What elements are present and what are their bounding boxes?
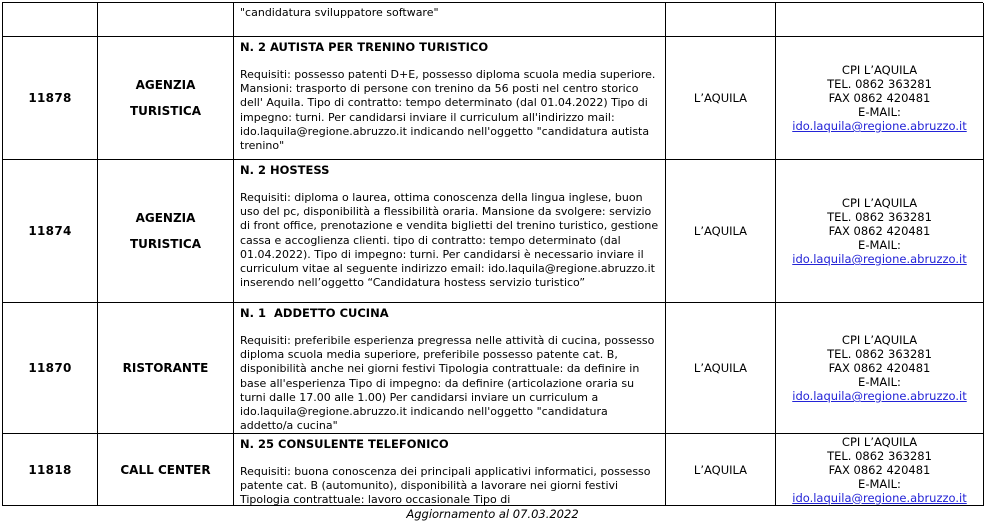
cpi-tel: TEL. 0862 363281 <box>827 347 932 361</box>
cpi-email-label: E-MAIL: <box>858 105 901 119</box>
offer-id: 11870 <box>3 303 98 434</box>
cpi-contact <box>776 3 984 37</box>
cpi-fax: FAX 0862 420481 <box>828 361 931 375</box>
offer-location: L’AQUILA <box>666 37 776 160</box>
cpi-contact <box>776 434 984 506</box>
offer-title: N. 25 CONSULENTE TELEFONICO <box>240 437 449 451</box>
cpi-contact <box>776 37 984 160</box>
cpi-tel: TEL. 0862 363281 <box>827 448 932 463</box>
cpi-email-link[interactable]: ido.laquila@regione.abruzzo.it <box>792 119 967 133</box>
offer-location: L’AQUILA <box>666 160 776 303</box>
update-date-note: Aggiornamento al 07.03.2022 <box>406 507 579 521</box>
offer-location <box>666 3 776 37</box>
offer-body: Requisiti: preferibile esperienza pregressa nelle attività di cucina, possesso diploma scuola media superiore, preferibile possesso patente cat. B, disponibilità anche nei giorni festivi Tipologia contrattuale: da definire in base all'esperienza Tipo di impegno: da definire (articolazione oraria su turni dalle 17.00 alle 1.00) Per candidarsi inviare un curriculum a ido.laquila@regione.abruzzo.it indicando nell'oggetto "candidatura addetto/a cucina" <box>240 334 655 433</box>
cpi-name: CPI L’AQUILA <box>841 434 918 449</box>
offer-location: L’AQUILA <box>666 303 776 434</box>
offer-id <box>3 3 98 37</box>
cpi-tel: TEL. 0862 363281 <box>827 77 932 91</box>
offer-category: AGENZIA TURISTICA <box>98 160 234 303</box>
cpi-name: CPI L’AQUILA <box>841 63 918 77</box>
offer-body: "candidatura sviluppatore software" <box>240 6 439 19</box>
cpi-fax: FAX 0862 420481 <box>828 91 931 105</box>
cpi-email-link[interactable]: ido.laquila@regione.abruzzo.it <box>792 252 967 266</box>
offer-description <box>234 160 666 303</box>
offer-category <box>98 3 234 37</box>
offer-title: N. 2 HOSTESS <box>240 163 330 177</box>
cpi-email-link[interactable]: ido.laquila@regione.abruzzo.it <box>792 389 967 403</box>
offer-description <box>234 434 666 506</box>
cpi-contact <box>776 303 984 434</box>
cpi-email-label: E-MAIL: <box>858 238 901 252</box>
offer-title: N. 2 AUTISTA PER TRENINO TURISTICO <box>240 40 489 54</box>
offer-description <box>234 303 666 434</box>
offer-description <box>234 37 666 160</box>
offer-location: L’AQUILA <box>666 434 776 506</box>
job-offers-table <box>2 2 983 506</box>
offer-body: Requisiti: possesso patenti D+E, possesso diploma scuola media superiore. Mansioni: trasporto di persone con trenino da 56 posti nel centro storico dell' Aquila. Tipo di contratto: tempo determinato (dal 01.04.2022) Tipo di impegno: turni. Per candidarsi inviare il curriculum all'indirizzo mail: ido.laquila@regione.abruzzo.it indicando nell'oggetto "candidatura autista trenino" <box>240 68 656 153</box>
offer-id: 11818 <box>3 434 98 506</box>
offer-category: RISTORANTE <box>98 303 234 434</box>
cpi-name: CPI L’AQUILA <box>841 196 918 210</box>
offer-category: CALL CENTER <box>98 434 234 506</box>
offer-id: 11874 <box>3 160 98 303</box>
cpi-email-link[interactable]: ido.laquila@regione.abruzzo.it <box>792 490 967 505</box>
cpi-contact <box>776 160 984 303</box>
cpi-fax: FAX 0862 420481 <box>828 224 931 238</box>
cpi-email-label: E-MAIL: <box>858 476 901 491</box>
offer-id: 11878 <box>3 37 98 160</box>
cpi-fax: FAX 0862 420481 <box>828 462 931 477</box>
cpi-name: CPI L’AQUILA <box>841 333 918 347</box>
offer-category: AGENZIA TURISTICA <box>98 37 234 160</box>
offer-title: N. 1 ADDETTO CUCINA <box>240 306 389 320</box>
offer-body: Requisiti: buona conoscenza dei principali applicativi informatici, possesso patente cat. B (automunito), disponibilità a lavorare nei giorni festivi Tipologia contrattuale: lavoro occasionale Tipo di <box>240 465 651 506</box>
cpi-tel: TEL. 0862 363281 <box>827 210 932 224</box>
offer-description <box>234 3 666 37</box>
cpi-email-label: E-MAIL: <box>858 375 901 389</box>
offer-body: Requisiti: diploma o laurea, ottima conoscenza della lingua inglese, buon uso del pc, disponibilità a flessibilità oraria. Mansione da svolgere: servizio di front office, prenotazione e vendita biglietti del trenino turistico, gestione cassa e accoglienza clienti. tipo di contratto: tempo determinato (dal 01.04.2022). Tipo di impegno: turni. Per candidarsi è necessario inviare il curriculum vitae al seguente indirizzo email: ido.laquila@regione.abruzzo.it inserendo nell’oggetto “Candidatura hostess servizio turistico” <box>240 191 659 290</box>
